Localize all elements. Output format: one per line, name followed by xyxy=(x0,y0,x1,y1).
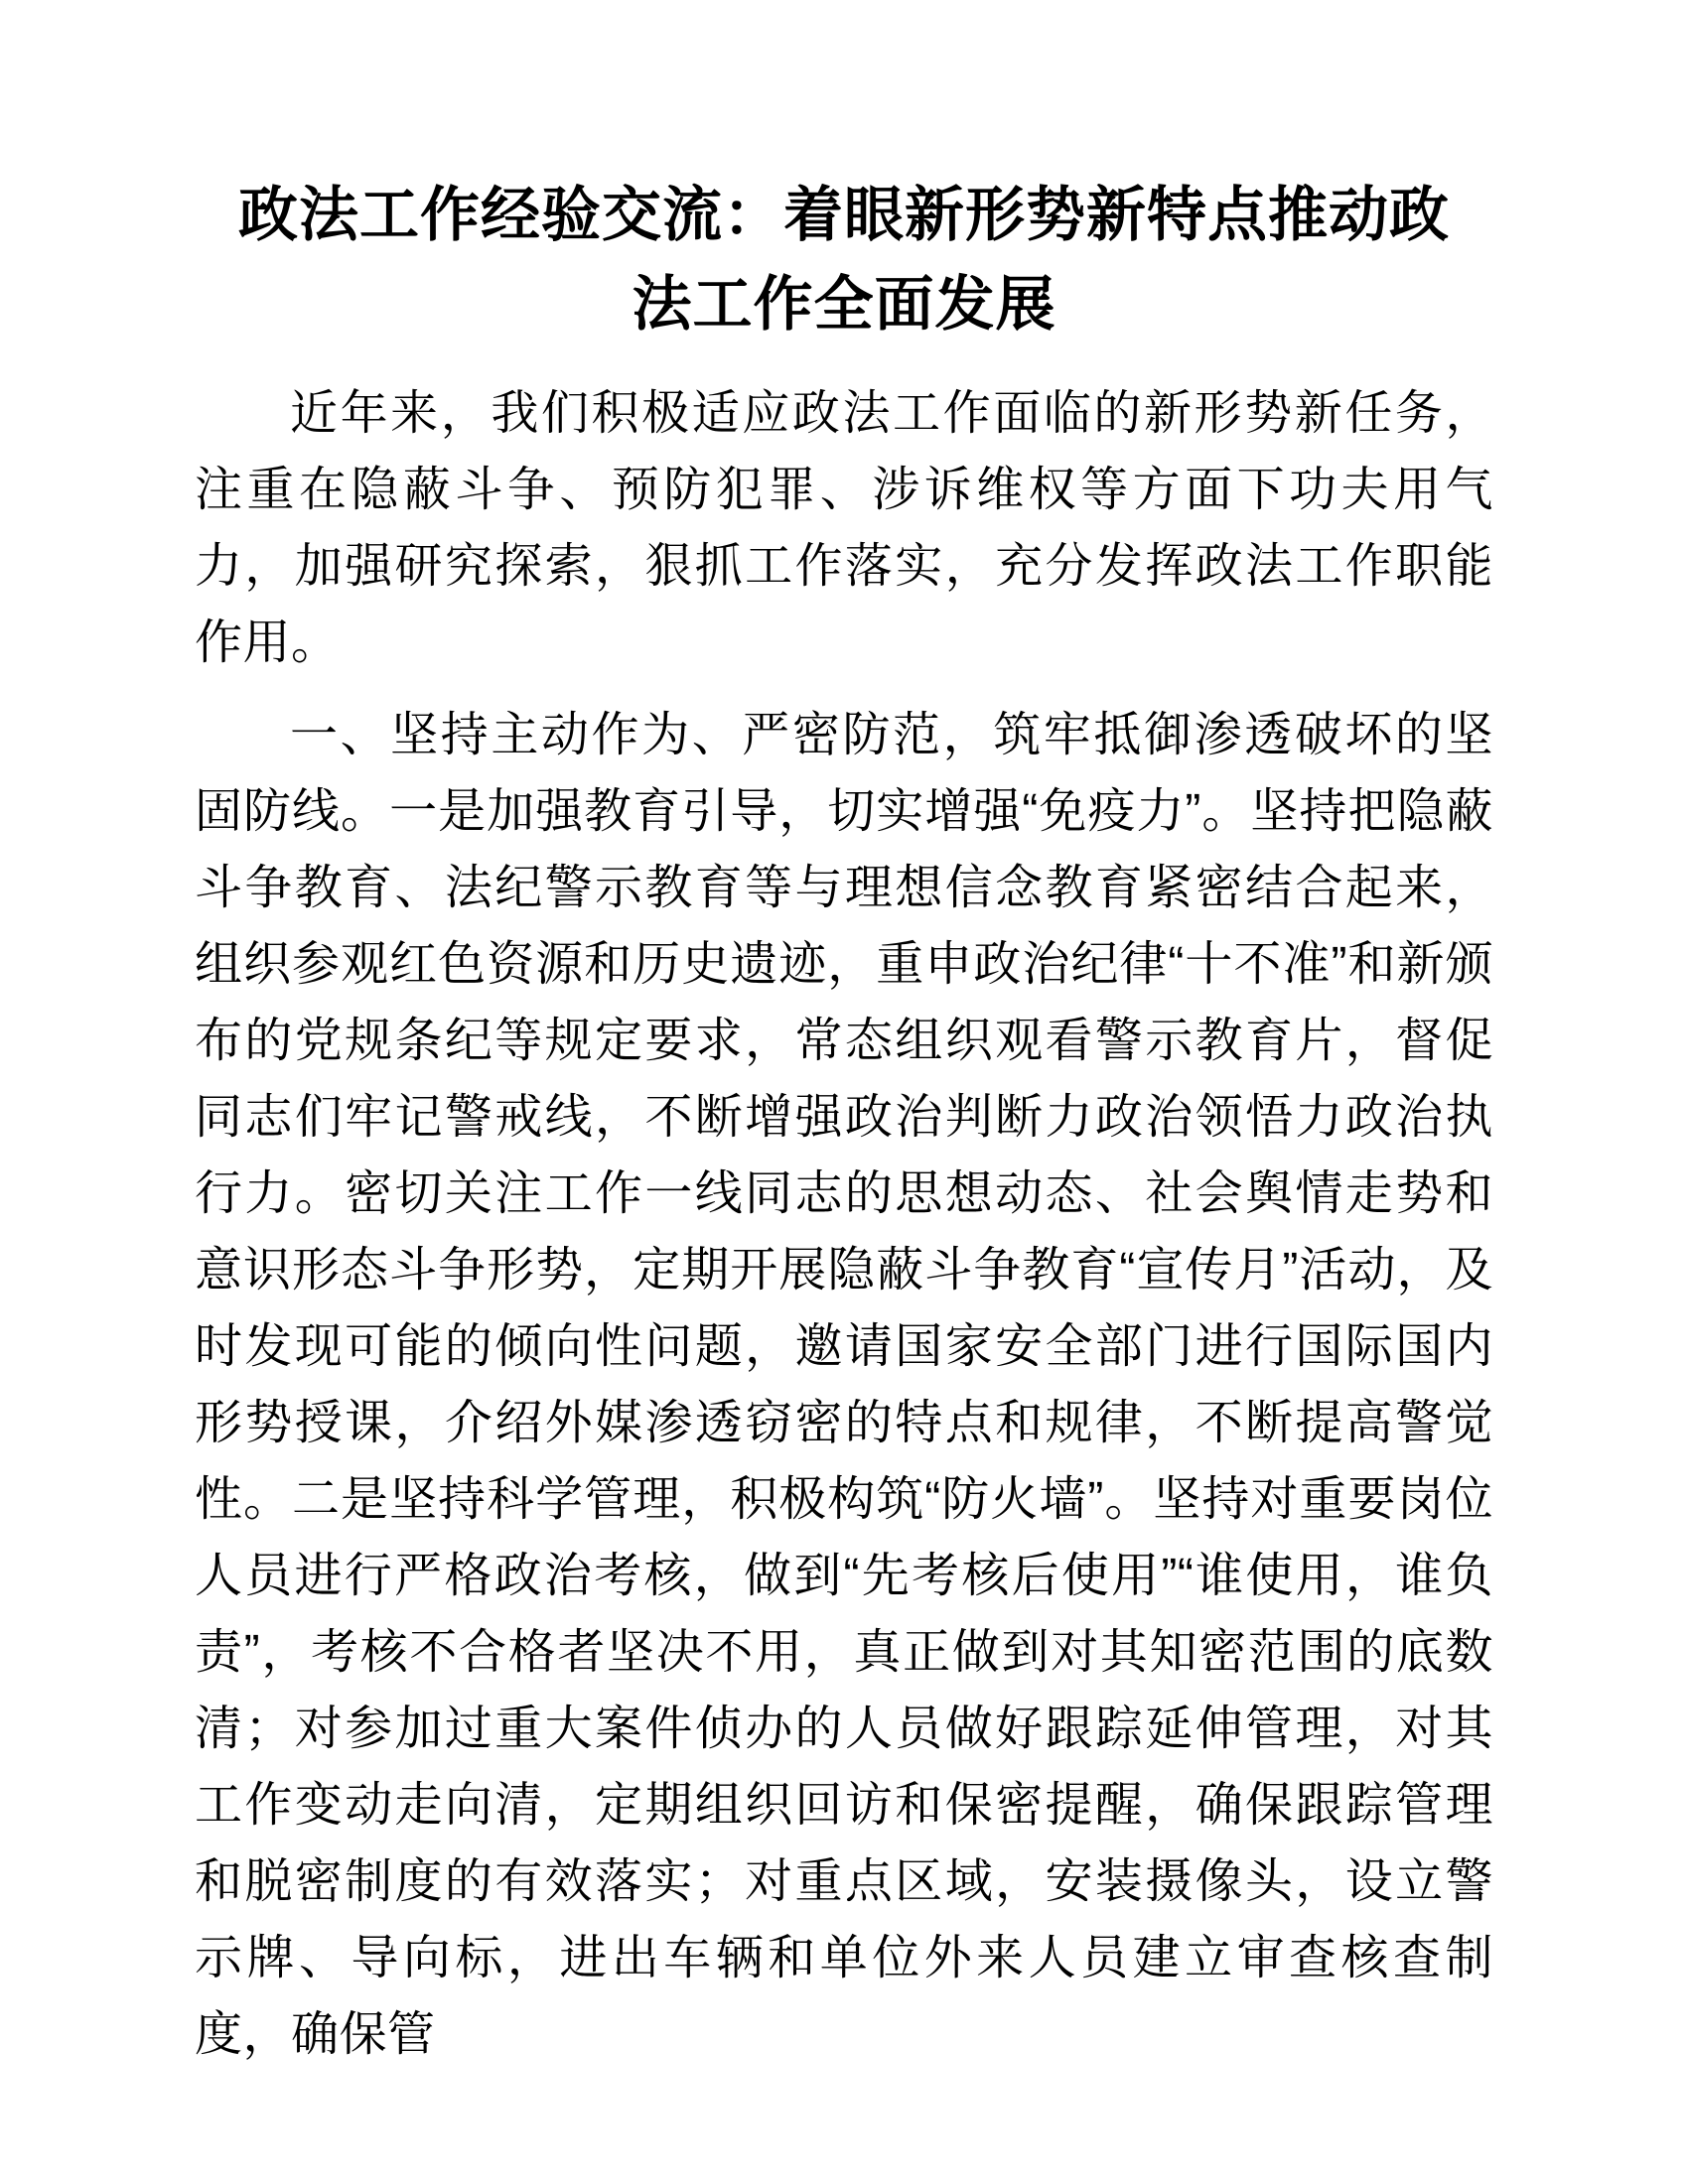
document-title: 政法工作经验交流：着眼新形势新特点推动政法工作全面发展 xyxy=(238,182,1450,338)
paragraph-section-one: 一、坚持主动作为、严密防范，筑牢抵御渗透破坏的坚固防线。一是加强教育引导，切实增强“免疫力”。坚持把隐蔽斗争教育、法纪警示教育等与理想信念教育紧密结合起来，组织参观红色资源和历史遗迹，重申政治纪律“十不准”和新颁布的党规条纪等规定要求，常态组织观看警示教育片，督促同志们牢记警戒线，不断增强政治判断力政治领悟力政治执行力。密切关注工作一线同志的思想动态、社会舆情走势和意识形态斗争形势，定期开展隐蔽斗争教育“宣传月”活动，及时发现可能的倾向性问题，邀请国家安全部门进行国际国内形势授课，介绍外媒渗透窃密的特点和规律，不断提高警觉性。二是坚持科学管理，积极构筑“防火墙”。坚持对重要岗位人员进行严格政治考核，做到“先考核后使用”“谁使用，谁负责”，考核不合格者坚决不用，真正做到对其知密范围的底数清；对参加过重大案件侦办的人员做好跟踪延伸管理，对其工作变动走向清，定期组织回访和保密提醒，确保跟踪管理和脱密制度的有效落实；对重点区域，安装摄像头，设立警示牌、导向标，进出车辆和单位外来人员建立审查核查制度，确保管 xyxy=(195,709,1493,2061)
paragraph-intro: 近年来，我们积极适应政法工作面临的新形势新任务，注重在隐蔽斗争、预防犯罪、涉诉维权等方面下功夫用气力，加强研究探索，狠抓工作落实，充分发挥政法工作职能作用。 xyxy=(195,387,1493,669)
